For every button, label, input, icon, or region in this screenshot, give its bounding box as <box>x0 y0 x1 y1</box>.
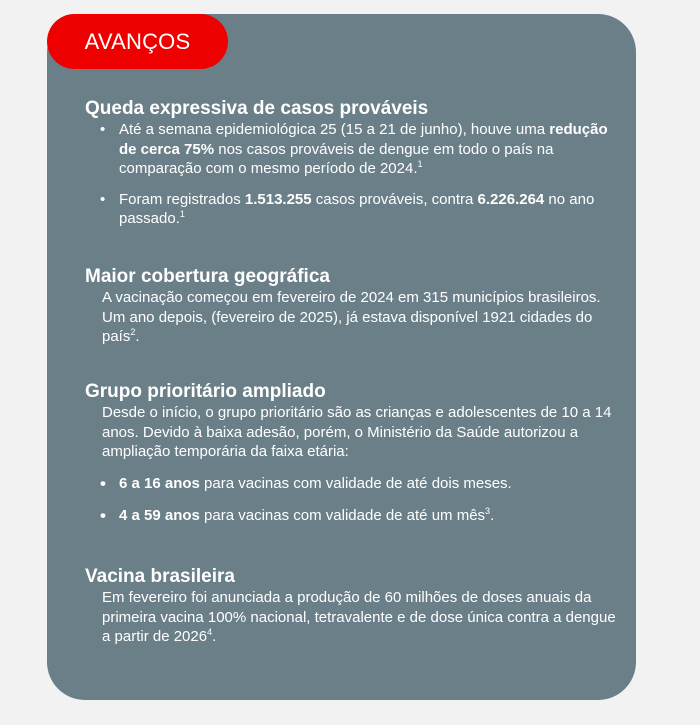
bullet-icon: • <box>100 190 106 208</box>
section-text: A vacinação começou em fevereiro de 2024 em 315 municípios brasileiros. Um ano depois, (fevereiro de 2025), já estava disponível 1921 cidades do país$^2$. <box>102 289 601 345</box>
section-vacina <box>85 565 625 647</box>
section-badge: AVANÇOS <box>47 14 228 69</box>
section-casos <box>85 97 625 229</box>
section-text: Em fevereiro foi anunciada a produção de 60 milhões de doses anuais da primeira vacina 100% nacional, tetravalente e de dose única contra a dengue a partir de 2026$^4$. <box>102 589 616 645</box>
section-title: Vacina brasileira <box>85 566 235 587</box>
bullet-list <box>85 474 625 526</box>
section-title: Grupo prioritário ampliado <box>85 381 326 402</box>
bullet-list <box>85 120 625 229</box>
bullet-icon: • <box>100 506 106 525</box>
footnote-ref: 1 <box>179 209 185 219</box>
list-item: • Até a semana epidemiológica 25 (15 a 21 de junho), houve uma redução de cerca 75% nos casos prováveis de dengue em todo o país na comparação com o mesmo período de 2024.$^1$ <box>100 121 608 177</box>
footnote-ref: 2 <box>130 327 136 337</box>
footnote-ref: 1 <box>417 159 423 169</box>
list-item: • 4 a 59 anos para vacinas com validade de até um mês$^3$. <box>100 506 495 525</box>
section-title: Queda expressiva de casos prováveis <box>85 98 429 119</box>
bullet-icon: • <box>100 121 106 138</box>
list-item: • 6 a 16 anos para vacinas com validade de até dois meses. <box>100 473 512 493</box>
section-title: Maior cobertura geográfica <box>85 266 330 287</box>
footnote-ref: 4 <box>207 627 213 637</box>
section-grupo <box>85 380 625 526</box>
list-item: • Foram registrados 1.513.255 casos prováveis, contra 6.226.264 no ano passado.$^1$ <box>100 190 595 227</box>
footnote-ref: 3 <box>485 506 491 516</box>
bullet-icon: • <box>100 473 106 493</box>
section-cobertura <box>85 265 625 347</box>
section-text: Desde o início, o grupo prioritário são as crianças e adolescentes de 10 a 14 anos. Devido à baixa adesão, porém, o Ministério da Saúde autorizou a ampliação temporária da faixa etária: <box>102 404 612 460</box>
